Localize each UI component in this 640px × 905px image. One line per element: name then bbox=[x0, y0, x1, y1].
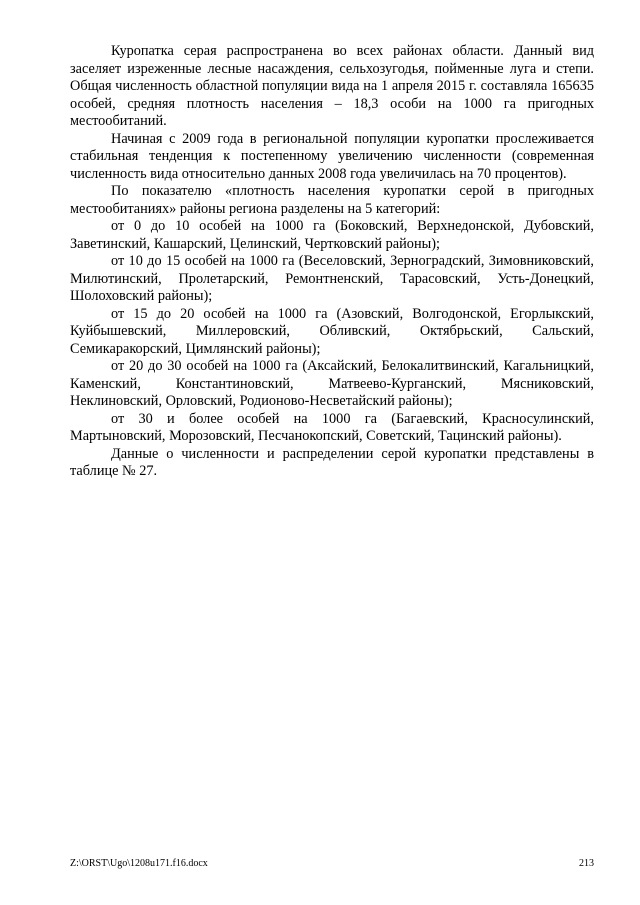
list-item: от 20 до 30 особей на 1000 га (Аксайский, Белокалитвинский, Кагальницкий, Каменский, Константиновский, Матвеево-Курганский, Мясниковский, Неклиновский, Орловский, Родионово-Несветайский районы); bbox=[70, 358, 594, 409]
list-item: от 0 до 10 особей на 1000 га (Боковский, Верхнедонской, Дубовский, Заветинский, Кашарский, Целинский, Чертковский районы); bbox=[70, 218, 594, 252]
list-item: от 15 до 20 особей на 1000 га (Азовский, Волгодонской, Егорлыкский, Куйбышевский, Миллеровский, Обливский, Октябрьский, Сальский, Семикаракорский, Цимлянский районы); bbox=[70, 305, 594, 357]
paragraph: По показателю «плотность населения куропатки серой в пригодных местообитаниях» районы региона разделены на 5 категорий: bbox=[70, 183, 594, 217]
paragraph: Начиная с 2009 года в региональной популяции куропатки прослеживается стабильная тенденция к постепенному увеличению численности (современная численность вида относительно данных 2008 года увеличилась на 70 процентов). bbox=[70, 130, 594, 182]
paragraph: Данные о численности и распределении серой куропатки представлены в таблице № 27. bbox=[70, 445, 594, 479]
footer-file-path: Z:\ORST\Ugo\1208u171.f16.docx bbox=[70, 858, 208, 869]
paragraph: Куропатка серая распространена во всех районах области. Данный вид заселяет изреженные лесные насаждения, сельхозугодья, пойменные луга и степи. Общая численность областной популяции вида на 1 апреля 2015 г. составляла 165635 особей, средняя плотность населения – 18,3 особи на 1000 га пригодных местообитаний. bbox=[70, 43, 594, 129]
list-item: от 10 до 15 особей на 1000 га (Веселовский, Зерноградский, Зимовниковский, Милютинский, Пролетарский, Ремонтненский, Тарасовский, Усть-Донецкий, Шолоховский районы); bbox=[70, 253, 594, 304]
page-number: 213 bbox=[579, 858, 594, 869]
document-body bbox=[70, 43, 594, 481]
list-item: от 30 и более особей на 1000 га (Багаевский, Красносулинский, Мартыновский, Морозовский, Песчанокопский, Советский, Тацинский районы). bbox=[70, 410, 594, 444]
